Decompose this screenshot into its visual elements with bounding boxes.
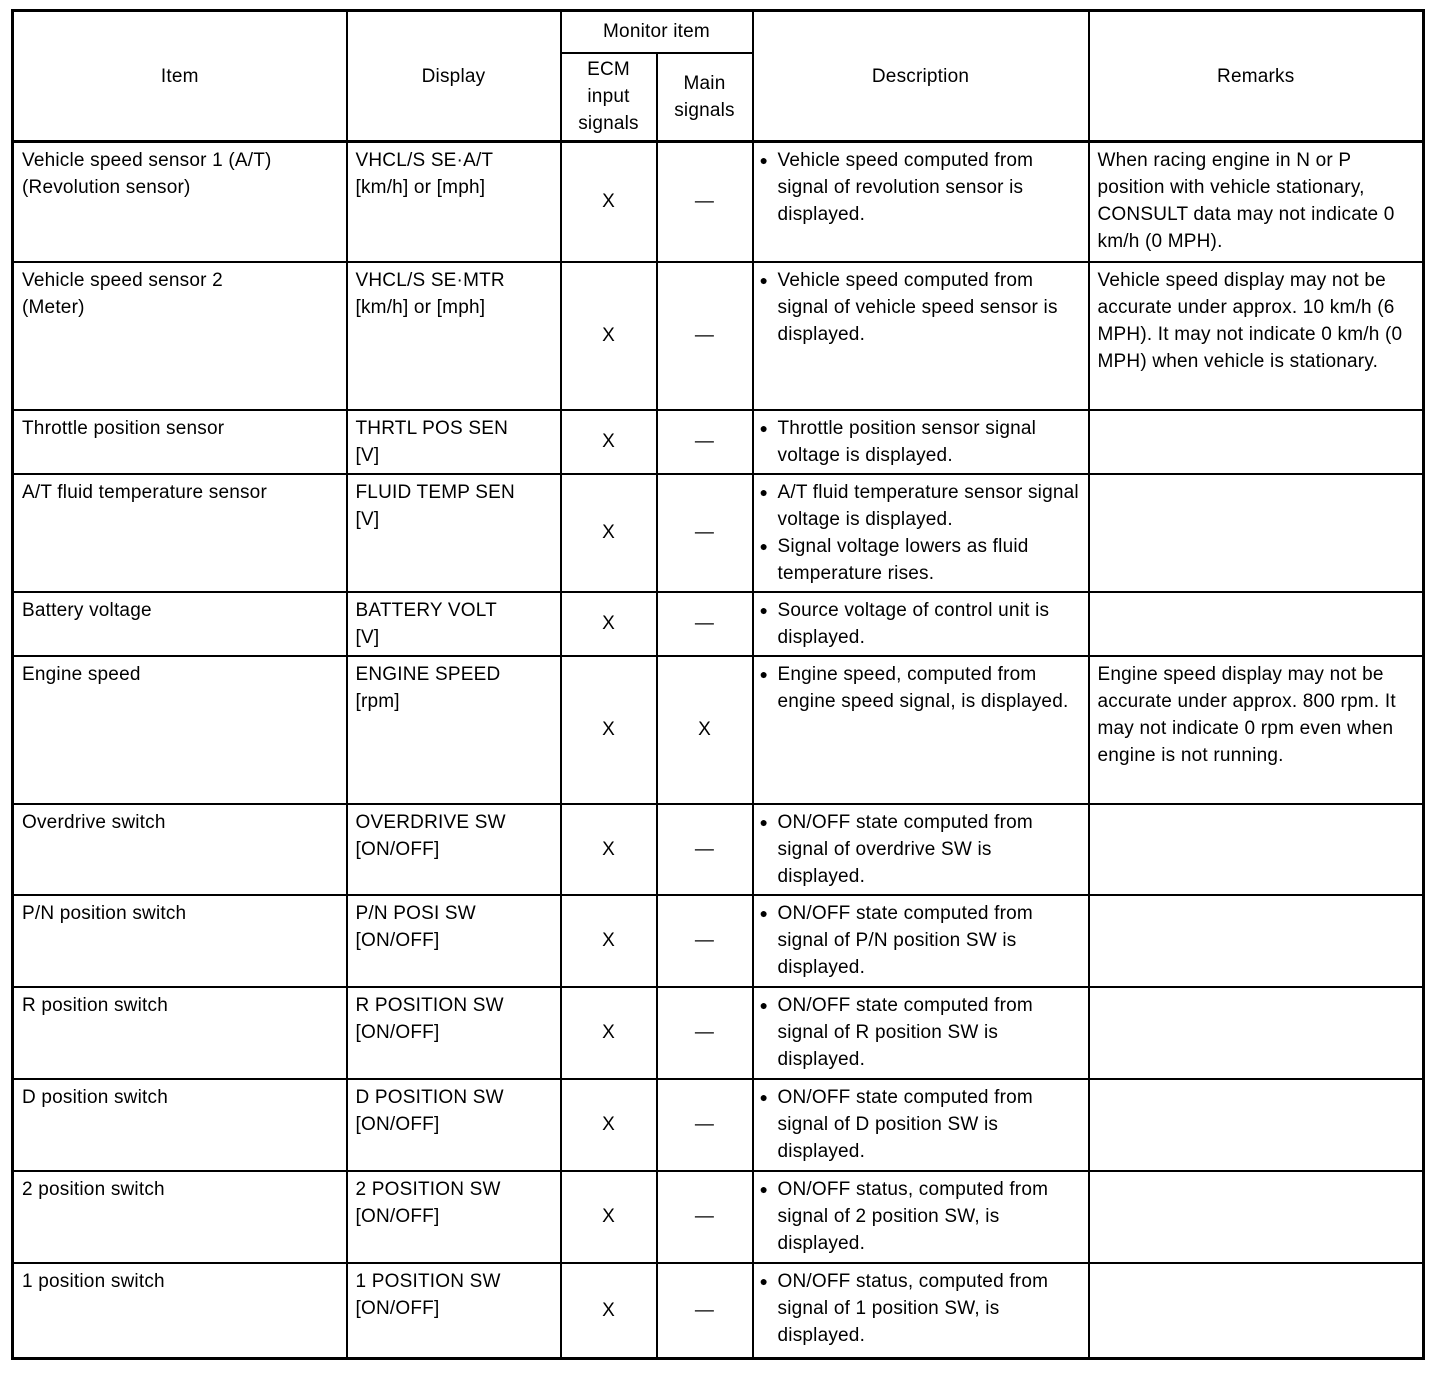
header-description: Description <box>753 11 1089 142</box>
table-body <box>13 142 1424 1359</box>
header-item: Item <box>13 11 347 142</box>
display-text: D POSITION SW <box>355 1086 504 1108</box>
cell-main-signal: — <box>657 262 753 410</box>
cell-description <box>753 474 1089 592</box>
cell-display <box>347 474 561 592</box>
cell-remarks <box>1089 592 1424 656</box>
cell-item <box>13 1079 347 1171</box>
display-text: ENGINE SPEED <box>355 663 501 685</box>
display-text: BATTERY VOLT <box>355 599 497 621</box>
description-bullet <box>760 992 1082 1073</box>
display-text: R POSITION SW <box>355 994 504 1016</box>
display-text: [V] <box>355 626 380 648</box>
table-row <box>13 410 1424 474</box>
display-text: [ON/OFF] <box>355 929 440 951</box>
display-text: [V] <box>355 444 380 466</box>
cell-remarks: Vehicle speed display may not be accurate under approx. 10 km/h (6 MPH). It may not indicate 0 km/h (0 MPH) when vehicle is stationary. <box>1089 262 1424 410</box>
cell-description <box>753 410 1089 474</box>
cell-display <box>347 895 561 987</box>
cell-description <box>753 1171 1089 1263</box>
cell-ecm-input-signal: X <box>561 1079 657 1171</box>
cell-item <box>13 804 347 895</box>
cell-item <box>13 1171 347 1263</box>
cell-ecm-input-signal: X <box>561 262 657 410</box>
item-text: P/N position switch <box>22 902 187 924</box>
cell-item <box>13 142 347 262</box>
display-text: 1 POSITION SW <box>355 1270 501 1292</box>
description-bullet <box>760 1176 1082 1257</box>
item-text: (Revolution sensor) <box>22 177 191 198</box>
table-row <box>13 987 1424 1079</box>
bullet-dot-icon: ● <box>759 152 769 168</box>
cell-main-signal: — <box>657 1263 753 1359</box>
bullet-dot-icon: ● <box>759 419 769 436</box>
description-text: ON/OFF status, computed from signal of 2 position SW, is displayed. <box>777 1178 1049 1254</box>
bullet-dot-icon: ● <box>759 271 769 288</box>
description-text: Vehicle speed computed from signal of vehicle speed sensor is displayed. <box>777 269 1058 345</box>
display-text: THRTL POS SEN <box>355 417 509 439</box>
table-row <box>13 592 1424 656</box>
display-text: OVERDRIVE SW <box>355 811 506 833</box>
description-text: A/T fluid temperature sensor signal voltage is displayed. <box>777 481 1079 530</box>
cell-main-signal: — <box>657 592 753 656</box>
cell-remarks: Engine speed display may not be accurate under approx. 800 rpm. It may not indicate 0 rpm even when engine is not running. <box>1089 656 1424 804</box>
table-row <box>13 1263 1424 1359</box>
bullet-dot-icon: ● <box>759 537 769 554</box>
table-row <box>13 142 1424 262</box>
display-text: FLUID TEMP SEN <box>355 481 515 503</box>
description-bullet <box>760 533 1082 587</box>
cell-item <box>13 592 347 656</box>
cell-description <box>753 804 1089 895</box>
bullet-dot-icon: ● <box>759 601 769 618</box>
cell-remarks <box>1089 804 1424 895</box>
description-bullet <box>760 661 1082 715</box>
item-text: A/T fluid temperature sensor <box>22 481 267 503</box>
cell-remarks: When racing engine in N or P position with vehicle stationary, CONSULT data may not indicate 0 km/h (0 MPH). <box>1089 142 1424 262</box>
display-text: [ON/OFF] <box>355 1205 440 1227</box>
cell-description <box>753 262 1089 410</box>
item-text: D position switch <box>22 1086 168 1108</box>
header-monitor-item: Monitor item <box>561 11 753 53</box>
display-text: VHCL/S SE·MTR <box>355 269 505 291</box>
item-text: Battery voltage <box>22 599 152 621</box>
cell-item <box>13 474 347 592</box>
display-text: [ON/OFF] <box>355 1021 440 1043</box>
display-text: 2 POSITION SW <box>355 1178 501 1200</box>
cell-ecm-input-signal: X <box>561 804 657 895</box>
cell-description <box>753 895 1089 987</box>
table-wrapper <box>11 9 1425 1360</box>
cell-main-signal: — <box>657 410 753 474</box>
table-row <box>13 474 1424 592</box>
cell-main-signal: X <box>657 656 753 804</box>
bullet-dot-icon: ● <box>759 904 769 921</box>
cell-main-signal: — <box>657 474 753 592</box>
description-text: ON/OFF status, computed from signal of 1 position SW, is displayed. <box>777 1270 1049 1346</box>
display-text: [km/h] or [mph] <box>355 296 486 318</box>
description-bullet <box>760 809 1082 890</box>
cell-main-signal: — <box>657 142 753 262</box>
item-text: Vehicle speed sensor 2 <box>22 269 223 291</box>
description-bullet <box>760 147 1082 228</box>
cell-item <box>13 410 347 474</box>
description-text: Throttle position sensor signal voltage is displayed. <box>777 417 1037 466</box>
description-bullet <box>760 1268 1082 1349</box>
item-text: Overdrive switch <box>22 811 166 833</box>
cell-remarks <box>1089 1079 1424 1171</box>
cell-display <box>347 987 561 1079</box>
cell-description <box>753 1263 1089 1359</box>
description-bullet <box>760 415 1082 469</box>
description-text: Engine speed, computed from engine speed signal, is displayed. <box>777 663 1069 712</box>
display-text: [km/h] or [mph] <box>355 177 486 198</box>
cell-main-signal: — <box>657 804 753 895</box>
description-text: Signal voltage lowers as fluid temperature rises. <box>777 535 1029 584</box>
display-text: VHCL/S SE·A/T <box>355 150 494 171</box>
cell-display <box>347 142 561 262</box>
header-display: Display <box>347 11 561 142</box>
description-text: Vehicle speed computed from signal of revolution sensor is displayed. <box>777 150 1034 225</box>
item-text: Vehicle speed sensor 1 (A/T) <box>22 150 272 171</box>
item-text: 2 position switch <box>22 1178 165 1200</box>
cell-display <box>347 1171 561 1263</box>
cell-remarks <box>1089 987 1424 1079</box>
cell-remarks <box>1089 474 1424 592</box>
header-main-signals: Main signals <box>657 53 753 142</box>
cell-ecm-input-signal: X <box>561 895 657 987</box>
cell-item <box>13 987 347 1079</box>
cell-ecm-input-signal: X <box>561 410 657 474</box>
description-text: ON/OFF state computed from signal of D position SW is displayed. <box>777 1086 1033 1162</box>
table-row <box>13 262 1424 410</box>
item-text: Throttle position sensor <box>22 417 225 439</box>
bullet-dot-icon: ● <box>759 665 769 682</box>
cell-main-signal: — <box>657 987 753 1079</box>
cell-item <box>13 262 347 410</box>
description-bullet <box>760 1084 1082 1165</box>
bullet-dot-icon: ● <box>759 813 769 830</box>
table-row <box>13 895 1424 987</box>
cell-item <box>13 1263 347 1359</box>
cell-display <box>347 262 561 410</box>
cell-display <box>347 1079 561 1171</box>
cell-item <box>13 895 347 987</box>
description-bullet <box>760 597 1082 651</box>
description-text: ON/OFF state computed from signal of R position SW is displayed. <box>777 994 1033 1070</box>
cell-description <box>753 987 1089 1079</box>
cell-description <box>753 592 1089 656</box>
cell-remarks <box>1089 410 1424 474</box>
table-row <box>13 804 1424 895</box>
bullet-dot-icon: ● <box>759 1272 769 1289</box>
item-text: 1 position switch <box>22 1270 165 1292</box>
cell-ecm-input-signal: X <box>561 987 657 1079</box>
item-text: Engine speed <box>22 663 141 685</box>
cell-remarks <box>1089 1263 1424 1359</box>
table-row <box>13 656 1424 804</box>
consult-monitor-table <box>11 9 1425 1360</box>
header-ecm-input-signals: ECM input signals <box>561 53 657 142</box>
cell-description <box>753 656 1089 804</box>
display-text: P/N POSI SW <box>355 902 476 924</box>
display-text: [ON/OFF] <box>355 1297 440 1319</box>
bullet-dot-icon: ● <box>759 1088 769 1105</box>
cell-ecm-input-signal: X <box>561 656 657 804</box>
description-text: ON/OFF state computed from signal of P/N position SW is displayed. <box>777 902 1033 978</box>
table-header <box>13 11 1424 142</box>
cell-main-signal: — <box>657 1171 753 1263</box>
description-bullet <box>760 267 1082 348</box>
cell-display <box>347 410 561 474</box>
cell-display <box>347 656 561 804</box>
description-bullet <box>760 479 1082 533</box>
cell-main-signal: — <box>657 895 753 987</box>
bullet-dot-icon: ● <box>759 1180 769 1197</box>
bullet-dot-icon: ● <box>759 996 769 1013</box>
display-text: [V] <box>355 508 380 530</box>
display-text: [ON/OFF] <box>355 1113 440 1135</box>
cell-ecm-input-signal: X <box>561 142 657 262</box>
cell-display <box>347 804 561 895</box>
cell-description <box>753 1079 1089 1171</box>
table-row <box>13 1079 1424 1171</box>
cell-ecm-input-signal: X <box>561 592 657 656</box>
item-text: R position switch <box>22 994 168 1016</box>
description-text: Source voltage of control unit is displayed. <box>777 599 1050 648</box>
display-text: [rpm] <box>355 690 400 712</box>
display-text: [ON/OFF] <box>355 838 440 860</box>
table-row <box>13 1171 1424 1263</box>
cell-ecm-input-signal: X <box>561 474 657 592</box>
cell-display <box>347 592 561 656</box>
description-bullet <box>760 900 1082 981</box>
cell-description <box>753 142 1089 262</box>
item-text: (Meter) <box>22 296 85 318</box>
cell-item <box>13 656 347 804</box>
cell-remarks <box>1089 1171 1424 1263</box>
header-remarks: Remarks <box>1089 11 1424 142</box>
cell-remarks <box>1089 895 1424 987</box>
cell-display <box>347 1263 561 1359</box>
bullet-dot-icon: ● <box>759 483 769 500</box>
description-text: ON/OFF state computed from signal of overdrive SW is displayed. <box>777 811 1033 887</box>
cell-main-signal: — <box>657 1079 753 1171</box>
cell-ecm-input-signal: X <box>561 1263 657 1359</box>
cell-ecm-input-signal: X <box>561 1171 657 1263</box>
